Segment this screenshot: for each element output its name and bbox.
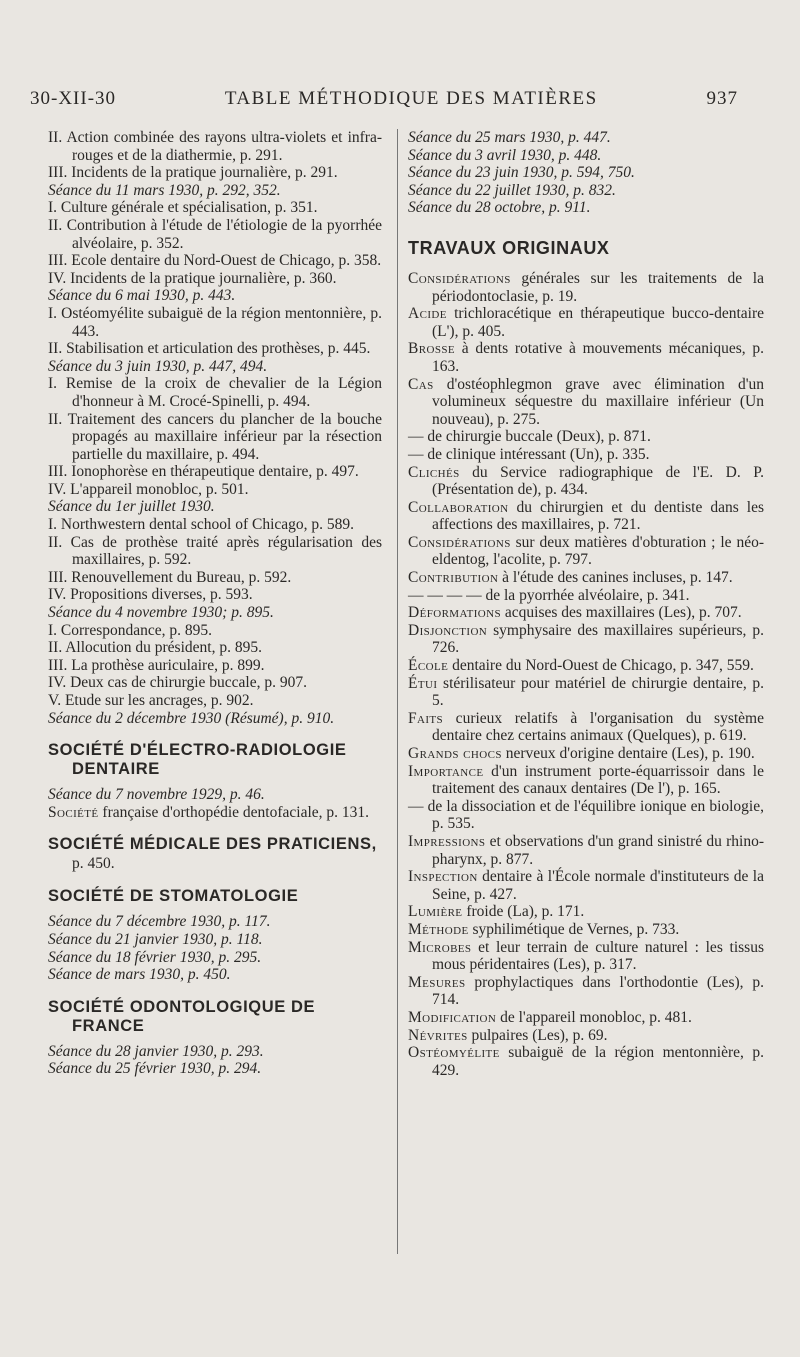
section-heading-text: SOCIÉTÉ DE STOMATOLOGIE	[48, 887, 299, 906]
section-heading-page: p. 450.	[72, 855, 115, 873]
right-column	[408, 129, 764, 1079]
section-heading-text: SOCIÉTÉ ODONTOLOGIQUE DE FRANCE	[48, 997, 316, 1035]
session-entry: Séance du 7 novembre 1929, p. 46.	[48, 786, 265, 804]
entry-text: symphysaire des maxillaires supérieurs, p. 726.	[432, 621, 764, 657]
entry-text: et leur terrain de culture naturel : les tissus mous péridentaires (Les), p. 317.	[432, 938, 764, 974]
session-entry: Séance du 28 janvier 1930, p. 293.	[48, 1042, 264, 1060]
entry-keyword: Grands chocs	[408, 745, 502, 762]
index-entry: IV. Deux cas de chirurgie buccale, p. 907.	[48, 674, 307, 692]
index-entry	[408, 1044, 764, 1079]
entry-keyword: Ostéomyélite	[408, 1044, 500, 1062]
session-entry: Séance du 1er juillet 1930.	[48, 498, 215, 516]
index-entry	[408, 534, 764, 569]
index-entry: I. Ostéomyélite subaiguë de la région mentonnière, p. 443.	[48, 304, 382, 340]
entry-keyword: Mesures	[408, 973, 466, 991]
index-entry: I. Northwestern dental school of Chicago, p. 589.	[48, 516, 355, 534]
entry-keyword: Inspection	[408, 868, 478, 886]
entry-text: sur deux matières d'obturation ; le néo-eldentog, l'acolite, p. 797.	[432, 533, 764, 569]
page-header	[30, 88, 738, 110]
entry-text: froide (La), p. 171.	[462, 903, 585, 921]
entry-keyword: Cas	[408, 375, 434, 393]
index-entry: — — — — de la pyorrhée alvéolaire, p. 341.	[408, 586, 690, 604]
session-entry: Séance du 21 janvier 1930, p. 118.	[48, 930, 263, 948]
entry-text: et observations d'un grand sinistré du rhino-pharynx, p. 877.	[432, 832, 764, 868]
index-entry	[408, 622, 764, 657]
entry-keyword: Impressions	[408, 832, 486, 850]
index-entry	[48, 804, 382, 822]
index-entry	[408, 868, 764, 903]
entry-keyword: Disjonction	[408, 621, 488, 639]
entry-keyword: Névrites	[408, 1026, 468, 1044]
index-entry: II. Traitement des cancers du plancher de la bouche propagés au maxillaire inférieur par la résection partielle du maxillaire, p. 494.	[48, 410, 382, 463]
entry-text: nerveux d'origine dentaire (Les), p. 190.	[501, 745, 755, 762]
entry-keyword: Brosse	[408, 340, 455, 358]
entry-keyword: École	[408, 657, 449, 675]
header-date: 30-XII-30	[30, 88, 117, 109]
index-entry: V. Etude sur les ancrages, p. 902.	[48, 692, 254, 709]
entry-keyword: Faits	[408, 709, 444, 727]
entry-text: subaiguë de la région mentonnière, p. 429.	[432, 1044, 764, 1079]
session-entry: Séance du 28 octobre, p. 911.	[408, 199, 591, 217]
entry-text: dentaire à l'École normale d'instituteurs de la Seine, p. 427.	[432, 868, 764, 903]
index-entry	[408, 464, 764, 499]
session-entry: Séance du 18 février 1930, p. 295.	[48, 948, 262, 966]
session-entry: Séance du 4 novembre 1930; p. 895.	[48, 604, 274, 622]
entry-keyword: Déformations	[408, 604, 502, 622]
running-title: TABLE MÉTHODIQUE DES MATIÈRES	[224, 88, 598, 109]
session-entry: Séance du 3 avril 1930, p. 448.	[408, 146, 602, 164]
index-entry	[408, 675, 764, 710]
index-entry: III. La prothèse auriculaire, p. 899.	[48, 656, 265, 674]
entry-text: générales sur les traitements de la périodontoclasie, p. 19.	[432, 269, 764, 305]
entry-keyword: Modification	[408, 1008, 497, 1026]
section-heading	[48, 998, 382, 1036]
entry-text: acquises des maxillaires (Les), p. 707.	[501, 604, 742, 622]
index-entry	[408, 1009, 764, 1027]
index-entry	[408, 305, 764, 340]
index-entry	[408, 903, 764, 921]
index-entry	[408, 921, 764, 939]
page-number: 937	[706, 88, 738, 109]
entry-keyword: Importance	[408, 762, 484, 780]
entry-keyword: Société	[48, 803, 99, 821]
index-entry	[408, 833, 764, 868]
entry-text: d'un instrument porte-équarrissoir dans le traitement des canaux dentaires (De l'), p. 165.	[432, 762, 764, 798]
section-heading-text: SOCIÉTÉ D'ÉLECTRO-RADIOLOGIE DENTAIRE	[48, 741, 347, 779]
index-entry	[408, 710, 764, 745]
entry-text: de l'appareil monobloc, p. 481.	[496, 1008, 692, 1026]
session-entry: Séance du 22 juillet 1930, p. 832.	[408, 181, 616, 199]
index-entry	[408, 1027, 764, 1045]
entry-text: d'ostéophlegmon grave avec élimination d'un volumineux séquestre du maxillaire inférieur (Un nouveau), p. 275.	[432, 375, 764, 428]
entry-text: à l'étude des canines incluses, p. 147.	[498, 569, 733, 587]
session-entry: Séance du 7 décembre 1930, p. 117.	[48, 913, 271, 931]
index-entry: I. Correspondance, p. 895.	[48, 621, 212, 639]
index-entry	[408, 499, 764, 534]
entry-keyword: Collaboration	[408, 498, 509, 516]
index-entry: IV. Propositions diverses, p. 593.	[48, 586, 253, 604]
entry-keyword: Étui	[408, 674, 438, 692]
session-entry: Séance du 6 mai 1930, p. 443.	[48, 287, 236, 305]
entry-keyword: Contribution	[408, 569, 499, 587]
index-entry: — de chirurgie buccale (Deux), p. 871.	[408, 428, 651, 446]
entry-text: syphilimétique de Vernes, p. 733.	[468, 920, 680, 938]
entry-text: du Service radiographique de l'E. D. P. (Présentation de), p. 434.	[432, 463, 764, 499]
entry-text: du chirurgien et du dentiste dans les affections des maxillaires, p. 721.	[432, 498, 764, 534]
index-entry: III. Ecole dentaire du Nord-Ouest de Chicago, p. 358.	[48, 252, 382, 270]
index-entry: I. Remise de la croix de chevalier de la Légion d'honneur à M. Crocé-Spinelli, p. 494.	[48, 375, 382, 410]
entry-text: curieux relatifs à l'organisation du système dentaire chez certains animaux (Quelques), p. 619.	[432, 709, 764, 745]
session-entry: Séance du 3 juin 1930, p. 447, 494.	[48, 357, 268, 375]
index-entry: III. Incidents de la pratique journalière, p. 291.	[48, 164, 338, 182]
index-entry	[408, 270, 764, 305]
section-heading	[408, 239, 764, 258]
index-entry	[408, 745, 764, 763]
index-entry	[408, 939, 764, 974]
entry-keyword: Acide	[408, 305, 447, 323]
index-entry	[408, 376, 764, 429]
index-entry: II. Allocution du président, p. 895.	[48, 639, 262, 657]
index-entry	[408, 657, 764, 675]
session-entry: Séance du 25 mars 1930, p. 447.	[408, 129, 611, 146]
session-entry: Séance du 11 mars 1930, p. 292, 352.	[48, 181, 281, 199]
index-entry	[408, 569, 764, 587]
entry-text: pulpaires (Les), p. 69.	[467, 1026, 608, 1044]
session-entry: Séance du 23 juin 1930, p. 594, 750.	[408, 164, 635, 182]
index-entry	[408, 974, 764, 1009]
session-entry: Séance du 25 février 1930, p. 294.	[48, 1060, 262, 1078]
entry-text: à dents rotative à mouvements mécaniques, p. 163.	[432, 340, 764, 375]
session-entry: Séance du 2 décembre 1930 (Résumé), p. 910.	[48, 709, 335, 727]
column-divider	[397, 129, 398, 1254]
entry-text: dentaire du Nord-Ouest de Chicago, p. 347, 559.	[448, 657, 754, 675]
index-entry: II. Action combinée des rayons ultra-violets et infra-rouges et de la diathermie, p. 291.	[48, 129, 382, 164]
entry-text: stérilisateur pour matériel de chirurgie dentaire, p. 5.	[432, 674, 764, 710]
index-entry: IV. L'appareil monobloc, p. 501.	[48, 480, 249, 498]
left-column	[48, 129, 382, 1078]
section-heading-text: SOCIÉTÉ MÉDICALE DES PRATICIENS,	[48, 835, 377, 854]
index-entry: IV. Incidents de la pratique journalière, p. 360.	[48, 269, 337, 287]
section-heading	[48, 835, 382, 873]
entry-text: prophylactiques dans l'orthodontie (Les), p. 714.	[432, 973, 764, 1009]
index-entry: II. Cas de prothèse traité après régularisation des maxillaires, p. 592.	[48, 533, 382, 569]
entry-keyword: Méthode	[408, 920, 469, 938]
section-heading	[48, 741, 382, 779]
entry-keyword: Clichés	[408, 463, 460, 481]
section-heading-text: TRAVAUX ORIGINAUX	[408, 237, 610, 258]
index-entry: II. Stabilisation et articulation des prothèses, p. 445.	[48, 340, 371, 358]
index-entry: II. Contribution à l'étude de l'étiologie de la pyorrhée alvéolaire, p. 352.	[48, 216, 382, 252]
index-entry: III. Ionophorèse en thérapeutique dentaire, p. 497.	[48, 463, 359, 481]
entry-text: française d'orthopédie dentofaciale, p. 131.	[98, 803, 370, 821]
entry-keyword: Considérations	[408, 269, 511, 287]
entry-keyword: Considérations	[408, 533, 511, 551]
session-entry: Séance de mars 1930, p. 450.	[48, 966, 231, 984]
section-heading	[48, 887, 382, 906]
index-entry: III. Renouvellement du Bureau, p. 592.	[48, 568, 292, 586]
index-entry	[408, 340, 764, 375]
index-entry	[408, 763, 764, 798]
entry-text: trichloracétique en thérapeutique bucco-dentaire (L'), p. 405.	[432, 305, 764, 340]
index-entry: I. Culture générale et spécialisation, p. 351.	[48, 199, 318, 217]
entry-keyword: Microbes	[408, 938, 472, 956]
index-entry	[408, 604, 764, 622]
index-entry: — de la dissociation et de l'équilibre ionique en biologie, p. 535.	[408, 797, 764, 833]
index-entry: — de clinique intéressant (Un), p. 335.	[408, 445, 650, 463]
entry-keyword: Lumière	[408, 903, 463, 921]
